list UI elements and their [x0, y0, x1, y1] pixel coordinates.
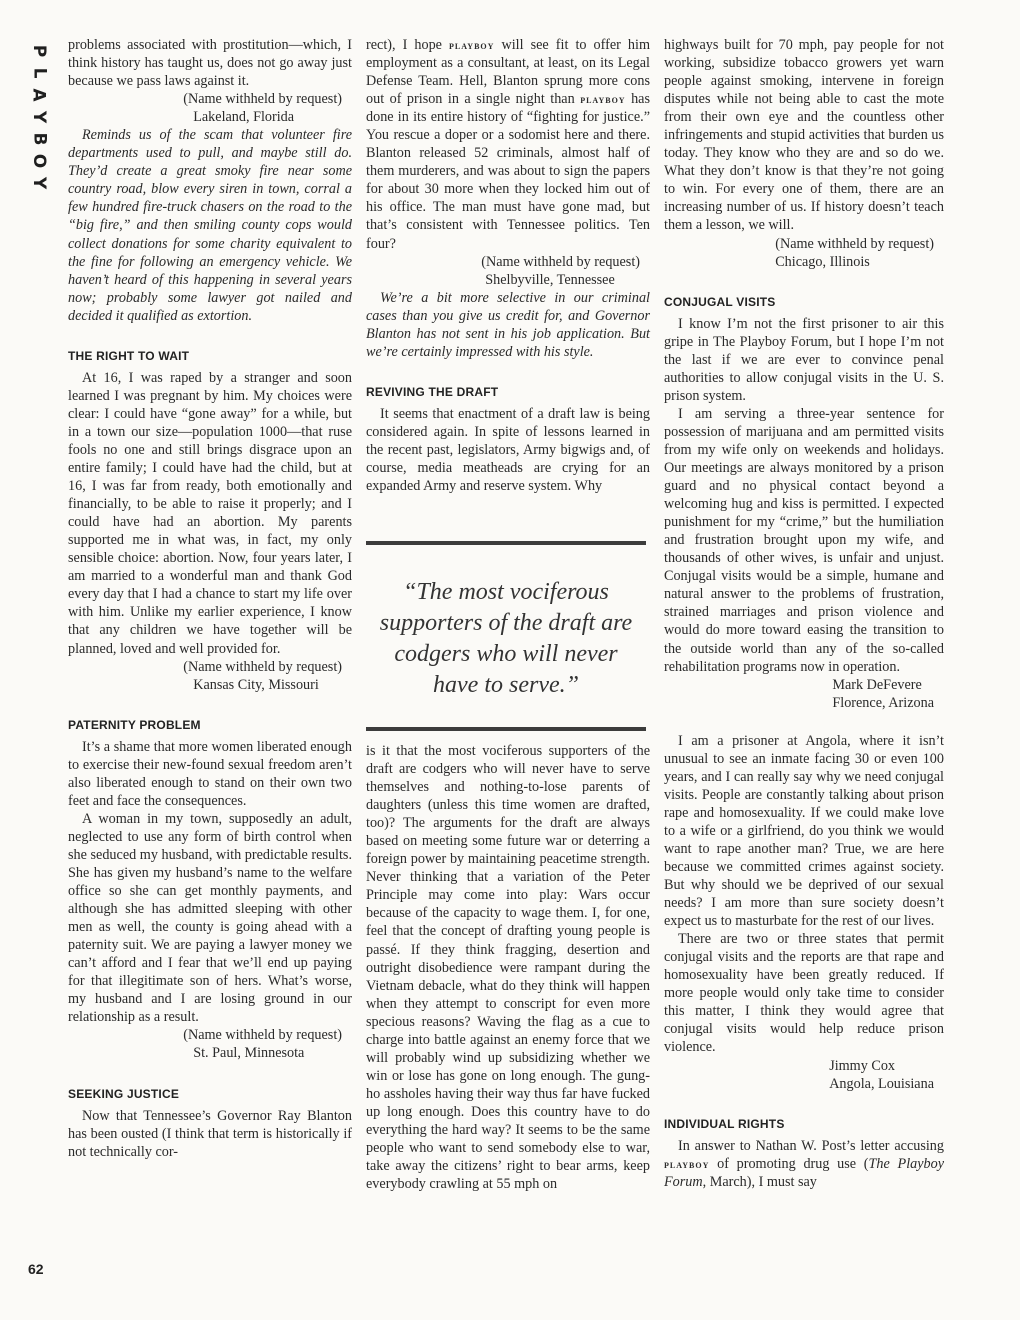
signature-place: Florence, Arizona	[832, 694, 934, 711]
signature	[664, 1057, 944, 1093]
letter-body: I am serving a three-year sentence for possession of marijuana and am permitted visits from my wife only on weekends and holidays. Our meetings are always monitored by a prison guard and no physical contact beyond a welcoming hug and kiss is permitted. I expected punishment for my “crime,” but the humiliation and frustration brought upon my wife, and thousands of other wives, is unfair and unjust. Conjugal visits would be a simple, humane and natural answer to the problems of frustration, strained marriages and prison violence and would do more toward easing the transition to the outside world than any of the so-called rehabilitation programs now in operation.	[664, 405, 944, 675]
letter-body	[664, 1137, 944, 1191]
side-title-letter: O	[28, 153, 49, 169]
signature-name: (Name withheld by request)	[481, 253, 640, 270]
signature	[664, 676, 944, 712]
signature-place: Shelbyville, Tennessee	[485, 271, 615, 288]
page-number: 62	[28, 1261, 44, 1277]
section-heading: REVIVING THE DRAFT	[366, 384, 499, 399]
letter-body: I am a prisoner at Angola, where it isn’t unusual to see an inmate facing 30 or even 100 years, and I can really say why we need conjugal visits. People are constantly talking about prison rape and homosexuality. If we could make love to a wife or a girlfriend, do you think we would want to rape another man? True, we are here because we committed crimes against society. But why should we be deprived of our sexual needs? I am more than sure society doesn’t expect us to masturbate for the rest of our lives.	[664, 732, 944, 930]
signature-place: St. Paul, Minnesota	[193, 1045, 305, 1062]
letter-body: It seems that enactment of a draft law is being considered again. In spite of lessons learned in the recent past, legislators, Army bigwigs and, of course, media meatheads are crying for an expanded Army and reserve system. Why	[366, 405, 650, 495]
editor-reply: We’re a bit more selective in our criminal cases than you give us credit for, and Governor Blanton has not sent in his job application. But we’re certainly impressed with his style.	[366, 289, 650, 360]
side-title-letter: B	[29, 132, 49, 146]
letter-body: Now that Tennessee’s Governor Ray Blanton has been ousted (I think that term is historically if not technically cor-	[68, 1107, 352, 1160]
section-heading: INDIVIDUAL RIGHTS	[664, 1116, 785, 1131]
side-title-letter: L	[29, 67, 49, 79]
signature-name: (Name withheld by request)	[183, 91, 342, 108]
signature	[68, 90, 352, 126]
brand-name: playboy	[449, 38, 495, 52]
brand-name: playboy	[664, 1156, 710, 1171]
section-heading: CONJUGAL VISITS	[664, 294, 776, 309]
editor-reply: Reminds us of the scam that volunteer fire departments used to pull, and maybe still do. They’d create a great smoky fire near some country road, blow every siren in town, corral a few hundred fire-truck chasers on the road to the “big fire,” and then smiling county cops would collect donations for some charity equivalent to the fine for following an emergency vehicle. We haven’t heard of this happening in several years now; probably some lawyer got nailed and decided it qualified as extortion.	[68, 127, 352, 324]
signature-name: (Name withheld by request)	[183, 658, 342, 675]
side-title-letter: Y	[29, 110, 49, 124]
column-2-lower	[366, 742, 650, 1193]
signature-name: (Name withheld by request)	[183, 1027, 342, 1044]
signature-place: Kansas City, Missouri	[193, 676, 319, 693]
signature-place: Chicago, Illinois	[775, 253, 870, 270]
publication-name: The Playboy Forum	[664, 1155, 945, 1190]
signature	[68, 1026, 352, 1062]
signature-name: (Name withheld by request)	[775, 235, 934, 252]
text-run: has done in its entire history of “fighting for justice.” You rescue a doper or a sodomist here and there. Blanton released 52 criminals, almost half of them murderers, and was about to sign the papers for about 30 more when they locked him out of his office. The man must have gone mad, but that’s consistent with Tennessee politics. Ten four?	[366, 91, 650, 252]
column-2	[366, 36, 650, 495]
text-run: rect), I hope	[366, 37, 450, 53]
letter-continuation: highways built for 70 mph, pay people for not working, subsidize tobacco growers yet warn people against smoking, intervene in foreign disputes while not being able to cast the mote from their own eye and the countless other infringements and stupid activities that burden us today. They know who they are and so do we. What they don’t know is that they’re not going to win. For every one of them, there are an increasing number of us. If history doesn’t teach them a lesson, we will.	[664, 37, 944, 234]
pull-quote-bottom-rule	[366, 727, 646, 731]
text-run: , March), I must say	[702, 1173, 817, 1190]
letter-body: A woman in my town, supposedly an adult, neglected to use any form of birth control when she seduced my husband, with predictable results. She has given my husband’s name to the welfare office so she can get monthly payments, and although she has admitted sleeping with other men as well, the county is going ahead with a paternity suit. We are paying a lawyer money we can’t afford and I fear that we’ll end up paying for that illegitimate son of hers. What’s worse, my husband and I are losing ground in our relationship as a result.	[68, 810, 352, 1026]
pull-quote-text: “The most vociferous supporters of the draft are codgers who will never have to serve.”	[379, 579, 633, 698]
brand-name: playboy	[580, 92, 626, 107]
text-run: In answer to Nathan W. Post’s letter accusing	[678, 1137, 944, 1154]
signature-place: Lakeland, Florida	[193, 109, 295, 126]
letter-body: I know I’m not the first prisoner to air this gripe in The Playboy Forum, but I hope I’m not the last if we are ever to convince penal authorities to allow conjugal visits in the U. S. prison system.	[664, 315, 944, 404]
letter-body: There are two or three states that permit conjugal visits and the reports are that rape and homosexuality have been greatly reduced. If more people would only take time to consider this matter, I think they would agree that conjugal visits would help reduce prison violence.	[664, 931, 944, 1056]
signature	[68, 658, 352, 694]
signature-place: Angola, Louisiana	[829, 1075, 934, 1092]
section-heading: PATERNITY PROBLEM	[68, 717, 201, 732]
signature	[366, 253, 650, 289]
side-title-letter: A	[28, 88, 49, 102]
signature-name: Jimmy Cox	[829, 1057, 896, 1074]
letter-body: It’s a shame that more women liberated enough to exercise their new-found sexual freedom aren’t also liberated enough to stand on their own two feet and face the consequences.	[68, 738, 352, 809]
text-run: of promoting drug use (	[709, 1155, 869, 1172]
letter-continuation	[366, 36, 650, 253]
letter-body: At 16, I was raped by a stranger and soon learned I was pregnant by him. My choices were clear: I could have “gone away” for a while, but in a town our size—population 1000—that ruse fools no one and still brings disgrace upon an entire family; I could have had the child, but at 16, I was far from ready, both emotionally and financially, to be able to raise it properly; and I could have had an abortion. My parents supported me in what was, in fact, my only sensible choice: abortion. Now, four years later, I am married to a wonderful man and thank God every day that I had a chance to start my life over with him. Unlike my earlier experience, I know that any children we have together will be planned, loved and well provided for.	[68, 369, 352, 657]
side-title-letter: P	[29, 44, 49, 58]
letter-body: is it that the most vociferous supporters of the draft are codgers who will never have to serve themselves and nothing-to-lose parents of daughters (unless this time women are drafted, too)? The arguments for the draft are always based on meeting some future war or deterring a foreign power by maintaining peacetime strength. Never thinking that a variation of the Peter Principle may come into play: Wars occur because of the capacity to wage them. I, for one, feel that the concept of drafting young people is passé. If they think fragging, desertion and outright disobedience were rampant during the Vietnam debacle, what do they think will happen when they attempt to conscript for even more specious reasons? Waving the flag as a cue to charge into battle against an enemy force that we will probably wind up subsidizing whether we win or lose has gone on long enough. The gung-ho assholes having their way thus far have fucked up long enough. Does this country have to do everything the hard way? It seems to be the same people who want to send somebody else to war, take away the citizens’ right to bear arms, keep everybody crawling at 55 mph on	[366, 743, 650, 1193]
side-title-letter: Y	[29, 176, 49, 190]
section-heading: SEEKING JUSTICE	[68, 1086, 180, 1101]
text-run: will see fit to offer him employment as a consultant, at least, on its Legal Defense Team. Hell, Blanton sprung more cons out of prison in a single night than	[366, 37, 650, 108]
letter-continuation: problems associated with prostitution—which, I think history has taught us, does not go away just because we pass laws against it.	[68, 37, 352, 90]
magazine-side-title	[26, 40, 52, 194]
column-1	[68, 36, 352, 1161]
section-heading: THE RIGHT TO WAIT	[68, 348, 190, 363]
signature-name: Mark DeFevere	[832, 676, 922, 693]
pull-quote	[366, 541, 646, 731]
column-3	[664, 36, 944, 1191]
signature	[664, 235, 944, 271]
